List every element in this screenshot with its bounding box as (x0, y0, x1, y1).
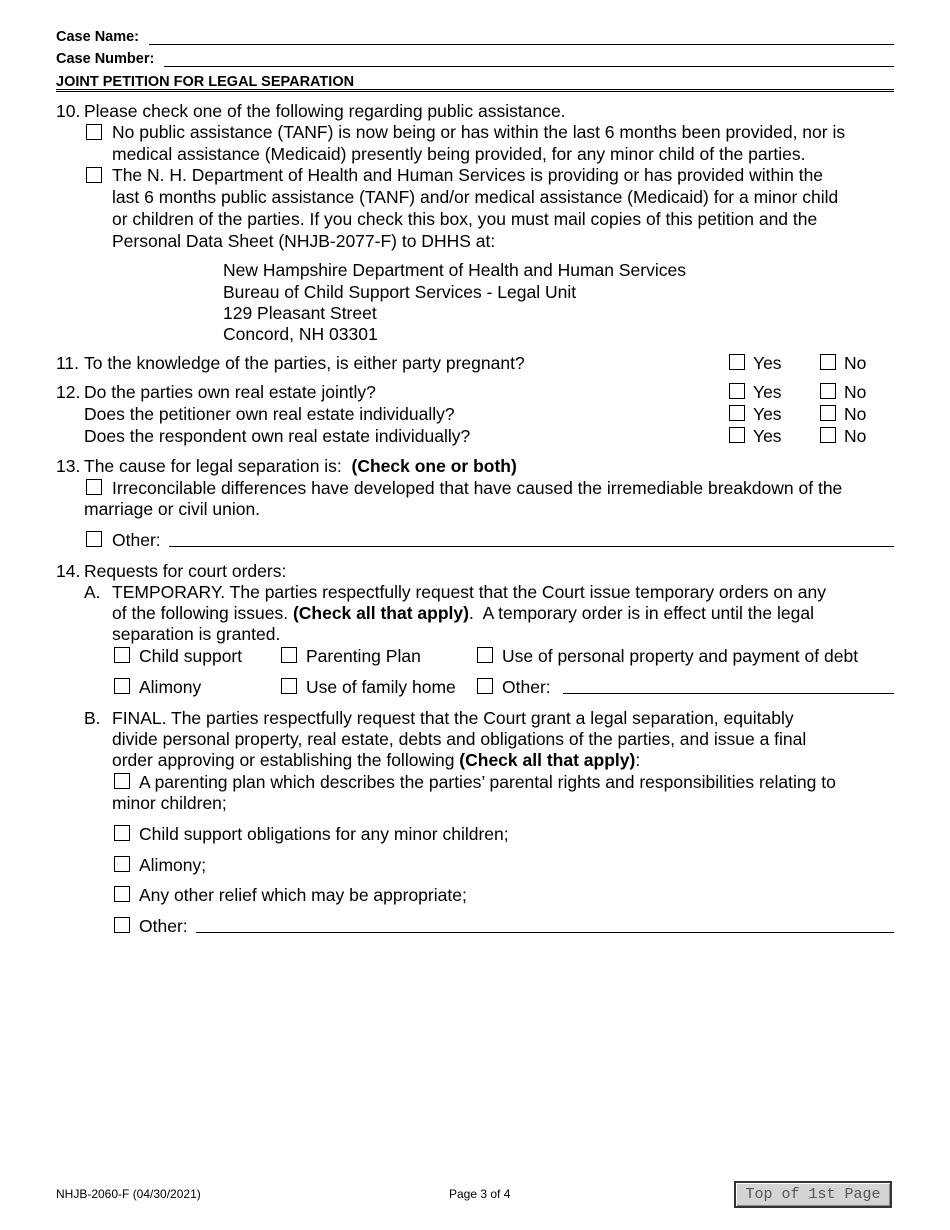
temp-personal-property-label: Use of personal property and payment of debt (502, 646, 859, 666)
q14-b-line3 (112, 750, 640, 772)
q13-question (84, 456, 517, 478)
q10-option2-line2: last 6 months public assistance (TANF) and/or medical assistance (Medicaid) for a minor child (112, 187, 839, 207)
q10-option1-line2: medical assistance (Medicaid) presently being provided, for any minor child of the parties. (112, 144, 806, 164)
q12-respondent-question: Does the respondent own real estate individually? (84, 426, 471, 446)
q10-number: 10. (56, 101, 81, 121)
temp-family-home-checkbox[interactable] (281, 678, 297, 694)
q12-respondent-yes-checkbox[interactable] (729, 427, 745, 443)
q10-question: Please check one of the following regarding public assistance. (84, 101, 566, 121)
case-name-field[interactable] (149, 29, 894, 45)
q11-no-checkbox[interactable] (820, 354, 836, 370)
q13-option1-line2: marriage or civil union. (84, 499, 261, 519)
q14-b-letter: B. (84, 708, 101, 728)
final-alimony-checkbox[interactable] (114, 856, 130, 872)
page-number: Page 3 of 4 (449, 1187, 511, 1201)
form-id: NHJB-2060-F (04/30/2021) (56, 1187, 201, 1201)
q12-joint-yes-checkbox[interactable] (729, 383, 745, 399)
top-of-first-page-button[interactable]: Top of 1st Page (734, 1181, 892, 1208)
q11-number: 11. (56, 353, 80, 373)
final-other-field[interactable] (196, 932, 894, 933)
q13-check-instruction: (Check one or both) (351, 456, 517, 476)
temp-family-home-label: Use of family home (306, 677, 456, 697)
q12-number: 12. (56, 382, 81, 402)
q13-option1-line1: Irreconcilable differences have developed that have caused the irremediable breakdown of the (112, 478, 843, 498)
q10-option2-line4: Personal Data Sheet (NHJB-2077-F) to DHHS at: (112, 231, 496, 251)
temp-child-support-checkbox[interactable] (114, 647, 130, 663)
temp-other-field[interactable] (563, 693, 894, 694)
final-parenting-plan-line2: minor children; (112, 793, 227, 813)
q14-b-line3-pre: order approving or establishing the following (112, 750, 460, 770)
q12-petitioner-yes-checkbox[interactable] (729, 405, 745, 421)
temp-alimony-checkbox[interactable] (114, 678, 130, 694)
dhhs-address-line2: Bureau of Child Support Services - Legal Unit (223, 282, 577, 302)
q10-dhhs-assistance-checkbox[interactable] (86, 167, 102, 183)
q14-b-check-instruction: (Check all that apply) (459, 750, 636, 770)
form-title: JOINT PETITION FOR LEGAL SEPARATION (56, 74, 355, 90)
dhhs-address-line3: 129 Pleasant Street (223, 303, 377, 323)
q14-a-line2 (112, 603, 814, 625)
q10-no-assistance-checkbox[interactable] (86, 124, 102, 140)
q14-a-line2-post: . A temporary order is in effect until the legal (468, 603, 814, 623)
temp-personal-property-checkbox[interactable] (477, 647, 493, 663)
temp-child-support-label: Child support (139, 646, 243, 666)
final-other-relief-checkbox[interactable] (114, 886, 130, 902)
q12-respondent-no-label: No (844, 426, 867, 446)
final-alimony-label: Alimony; (139, 855, 207, 875)
q11-no-label: No (844, 353, 867, 373)
temp-other-label: Other: (502, 677, 551, 697)
q11-question: To the knowledge of the parties, is either party pregnant? (84, 353, 525, 373)
q14-a-line3: separation is granted. (112, 624, 281, 644)
q13-irreconcilable-checkbox[interactable] (86, 479, 102, 495)
q11-yes-label: Yes (753, 353, 782, 373)
final-other-checkbox[interactable] (114, 917, 130, 933)
final-other-label: Other: (139, 916, 188, 936)
q12-petitioner-no-label: No (844, 404, 867, 424)
case-number-label: Case Number: (56, 51, 155, 67)
q13-other-checkbox[interactable] (86, 531, 102, 547)
q12-respondent-yes-label: Yes (753, 426, 782, 446)
q12-petitioner-question: Does the petitioner own real estate individually? (84, 404, 455, 424)
temp-parenting-plan-checkbox[interactable] (281, 647, 297, 663)
temp-other-checkbox[interactable] (477, 678, 493, 694)
q10-option2-line1: The N. H. Department of Health and Human Services is providing or has provided within the (112, 165, 824, 185)
q10-option2-line3: or children of the parties. If you check this box, you must mail copies of this petition and the (112, 209, 818, 229)
q12-petitioner-yes-label: Yes (753, 404, 782, 424)
temp-alimony-label: Alimony (139, 677, 202, 697)
q14-a-check-instruction: (Check all that apply) (292, 603, 469, 623)
q13-other-field[interactable] (169, 546, 894, 547)
final-child-support-label: Child support obligations for any minor children; (139, 824, 509, 844)
q13-question-text: The cause for legal separation is: (84, 456, 352, 476)
q12-joint-no-checkbox[interactable] (820, 383, 836, 399)
dhhs-address-line1: New Hampshire Department of Health and Human Services (223, 260, 686, 280)
q11-yes-checkbox[interactable] (729, 354, 745, 370)
title-underline (56, 74, 894, 90)
final-child-support-checkbox[interactable] (114, 825, 130, 841)
q13-other-label: Other: (112, 530, 161, 550)
q12-respondent-no-checkbox[interactable] (820, 427, 836, 443)
q14-question: Requests for court orders: (84, 561, 287, 581)
final-parenting-plan-line1: A parenting plan which describes the parties’ parental rights and responsibilities relating to (139, 772, 836, 792)
q14-number: 14. (56, 561, 81, 581)
temp-parenting-plan-label: Parenting Plan (306, 646, 421, 666)
case-number-field[interactable] (164, 51, 894, 67)
case-name-label: Case Name: (56, 29, 140, 45)
title-double-rule (56, 91, 894, 92)
q12-joint-question: Do the parties own real estate jointly? (84, 382, 376, 402)
q14-a-letter: A. (84, 582, 101, 602)
q10-option1-line1: No public assistance (TANF) is now being or has within the last 6 months been provided, nor is (112, 122, 846, 142)
q12-petitioner-no-checkbox[interactable] (820, 405, 836, 421)
dhhs-address-line4: Concord, NH 03301 (223, 324, 378, 344)
q14-a-line2-pre: of the following issues. (112, 603, 293, 623)
final-parenting-plan-checkbox[interactable] (114, 773, 130, 789)
q14-a-line1: TEMPORARY. The parties respectfully request that the Court issue temporary orders on any (112, 582, 826, 602)
final-other-relief-label: Any other relief which may be appropriate; (139, 885, 467, 905)
q13-number: 13. (56, 456, 81, 476)
q14-b-line1: FINAL. The parties respectfully request that the Court grant a legal separation, equitably (112, 708, 794, 728)
q12-joint-no-label: No (844, 382, 867, 402)
q14-b-line3-post: : (635, 750, 641, 770)
q12-joint-yes-label: Yes (753, 382, 782, 402)
q14-b-line2: divide personal property, real estate, debts and obligations of the parties, and issue a final (112, 729, 807, 749)
